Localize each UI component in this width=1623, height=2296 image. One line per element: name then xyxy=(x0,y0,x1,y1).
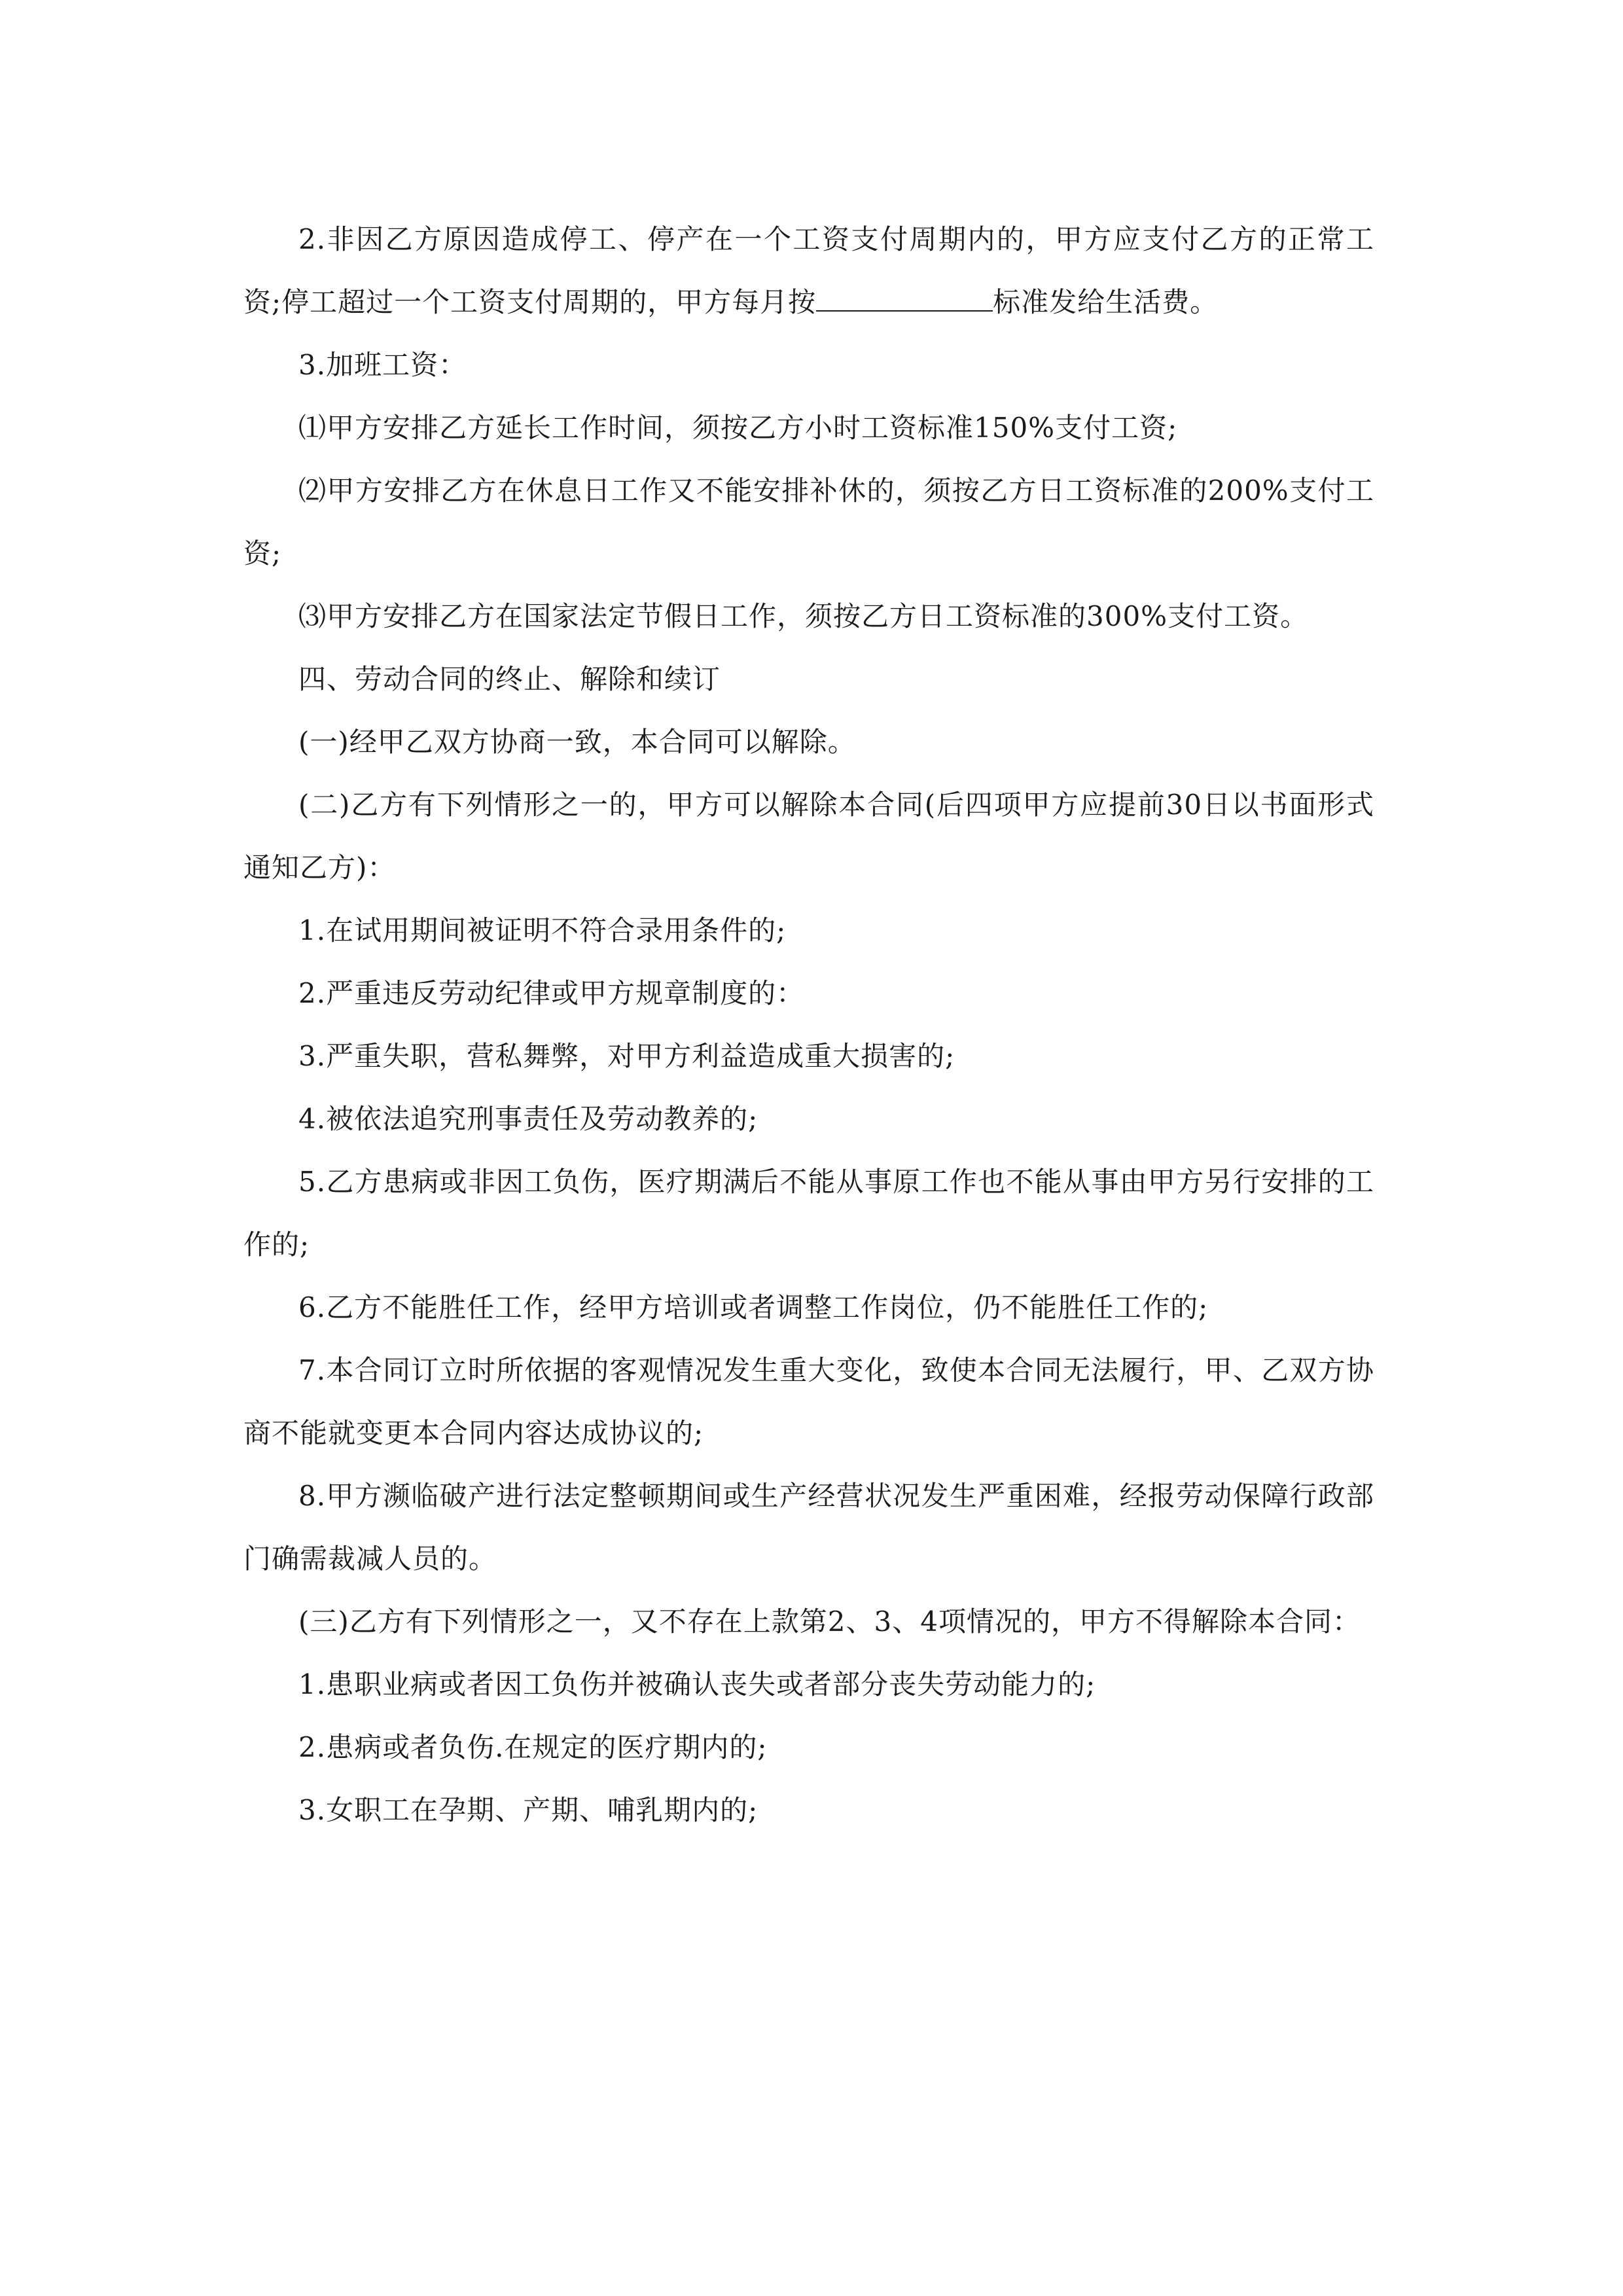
paragraph: ⑶甲方安排乙方在国家法定节假日工作，须按乙方日工资标准的300%支付工资。 xyxy=(298,600,1309,632)
list-item: 5.乙方患病或非因工负伤，医疗期满后不能从事原工作也不能从事由甲方另行安排的工作的; xyxy=(243,1166,1374,1261)
paragraph: (二)乙方有下列情形之一的，甲方可以解除本合同(后四项甲方应提前30日以书面形式通知乙方)： xyxy=(243,789,1374,884)
list-item: 3.严重失职，营私舞弊，对甲方利益造成重大损害的; xyxy=(298,1040,955,1072)
list-item: 6.乙方不能胜任工作，经甲方培训或者调整工作岗位，仍不能胜任工作的; xyxy=(298,1291,1209,1323)
paragraph-wage-stoppage xyxy=(243,208,1374,334)
list-item: 4.被依法追究刑事责任及劳动教养的; xyxy=(298,1103,758,1135)
paragraph: 3.加班工资： xyxy=(298,349,467,381)
list-item: 3.女职工在孕期、产期、哺乳期内的; xyxy=(298,1794,758,1826)
list-item: 1.患职业病或者因工负伤并被确认丧失或者部分丧失劳动能力的; xyxy=(298,1668,1096,1700)
paragraph: (三)乙方有下列情形之一，又不存在上款第2、3、4项情况的，甲方不得解除本合同： xyxy=(298,1605,1361,1638)
document-body xyxy=(243,208,1374,1842)
paragraph: ⑵甲方安排乙方在休息日工作又不能安排补休的，须按乙方日工资标准的200%支付工资; xyxy=(243,475,1374,569)
list-item: 1.在试用期间被证明不符合录用条件的; xyxy=(298,914,787,946)
list-item: 2.患病或者负伤.在规定的医疗期内的; xyxy=(298,1731,768,1763)
list-item: 7.本合同订立时所依据的客观情况发生重大变化，致使本合同无法履行，甲、乙双方协商不能就变更本合同内容达成协议的; xyxy=(243,1354,1374,1449)
paragraph-text: 2.非因乙方原因造成停工、停产在一个工资支付周期内的，甲方应支付乙方的正常工资;停工超过一个工资支付周期的，甲方每月按 xyxy=(243,223,1374,318)
paragraph: ⑴甲方安排乙方延长工作时间，须按乙方小时工资标准150%支付工资; xyxy=(298,412,1178,444)
list-item: 8.甲方濒临破产进行法定整顿期间或生产经营状况发生严重困难，经报劳动保障行政部门确需裁减人员的。 xyxy=(243,1480,1374,1575)
paragraph-text: 标准发给生活费。 xyxy=(993,286,1219,318)
section-heading: 四、劳动合同的终止、解除和续订 xyxy=(298,663,721,695)
fill-in-blank xyxy=(816,310,993,312)
paragraph: (一)经甲乙双方协商一致，本合同可以解除。 xyxy=(298,726,856,758)
list-item: 2.严重违反劳动纪律或甲方规章制度的： xyxy=(298,977,805,1009)
